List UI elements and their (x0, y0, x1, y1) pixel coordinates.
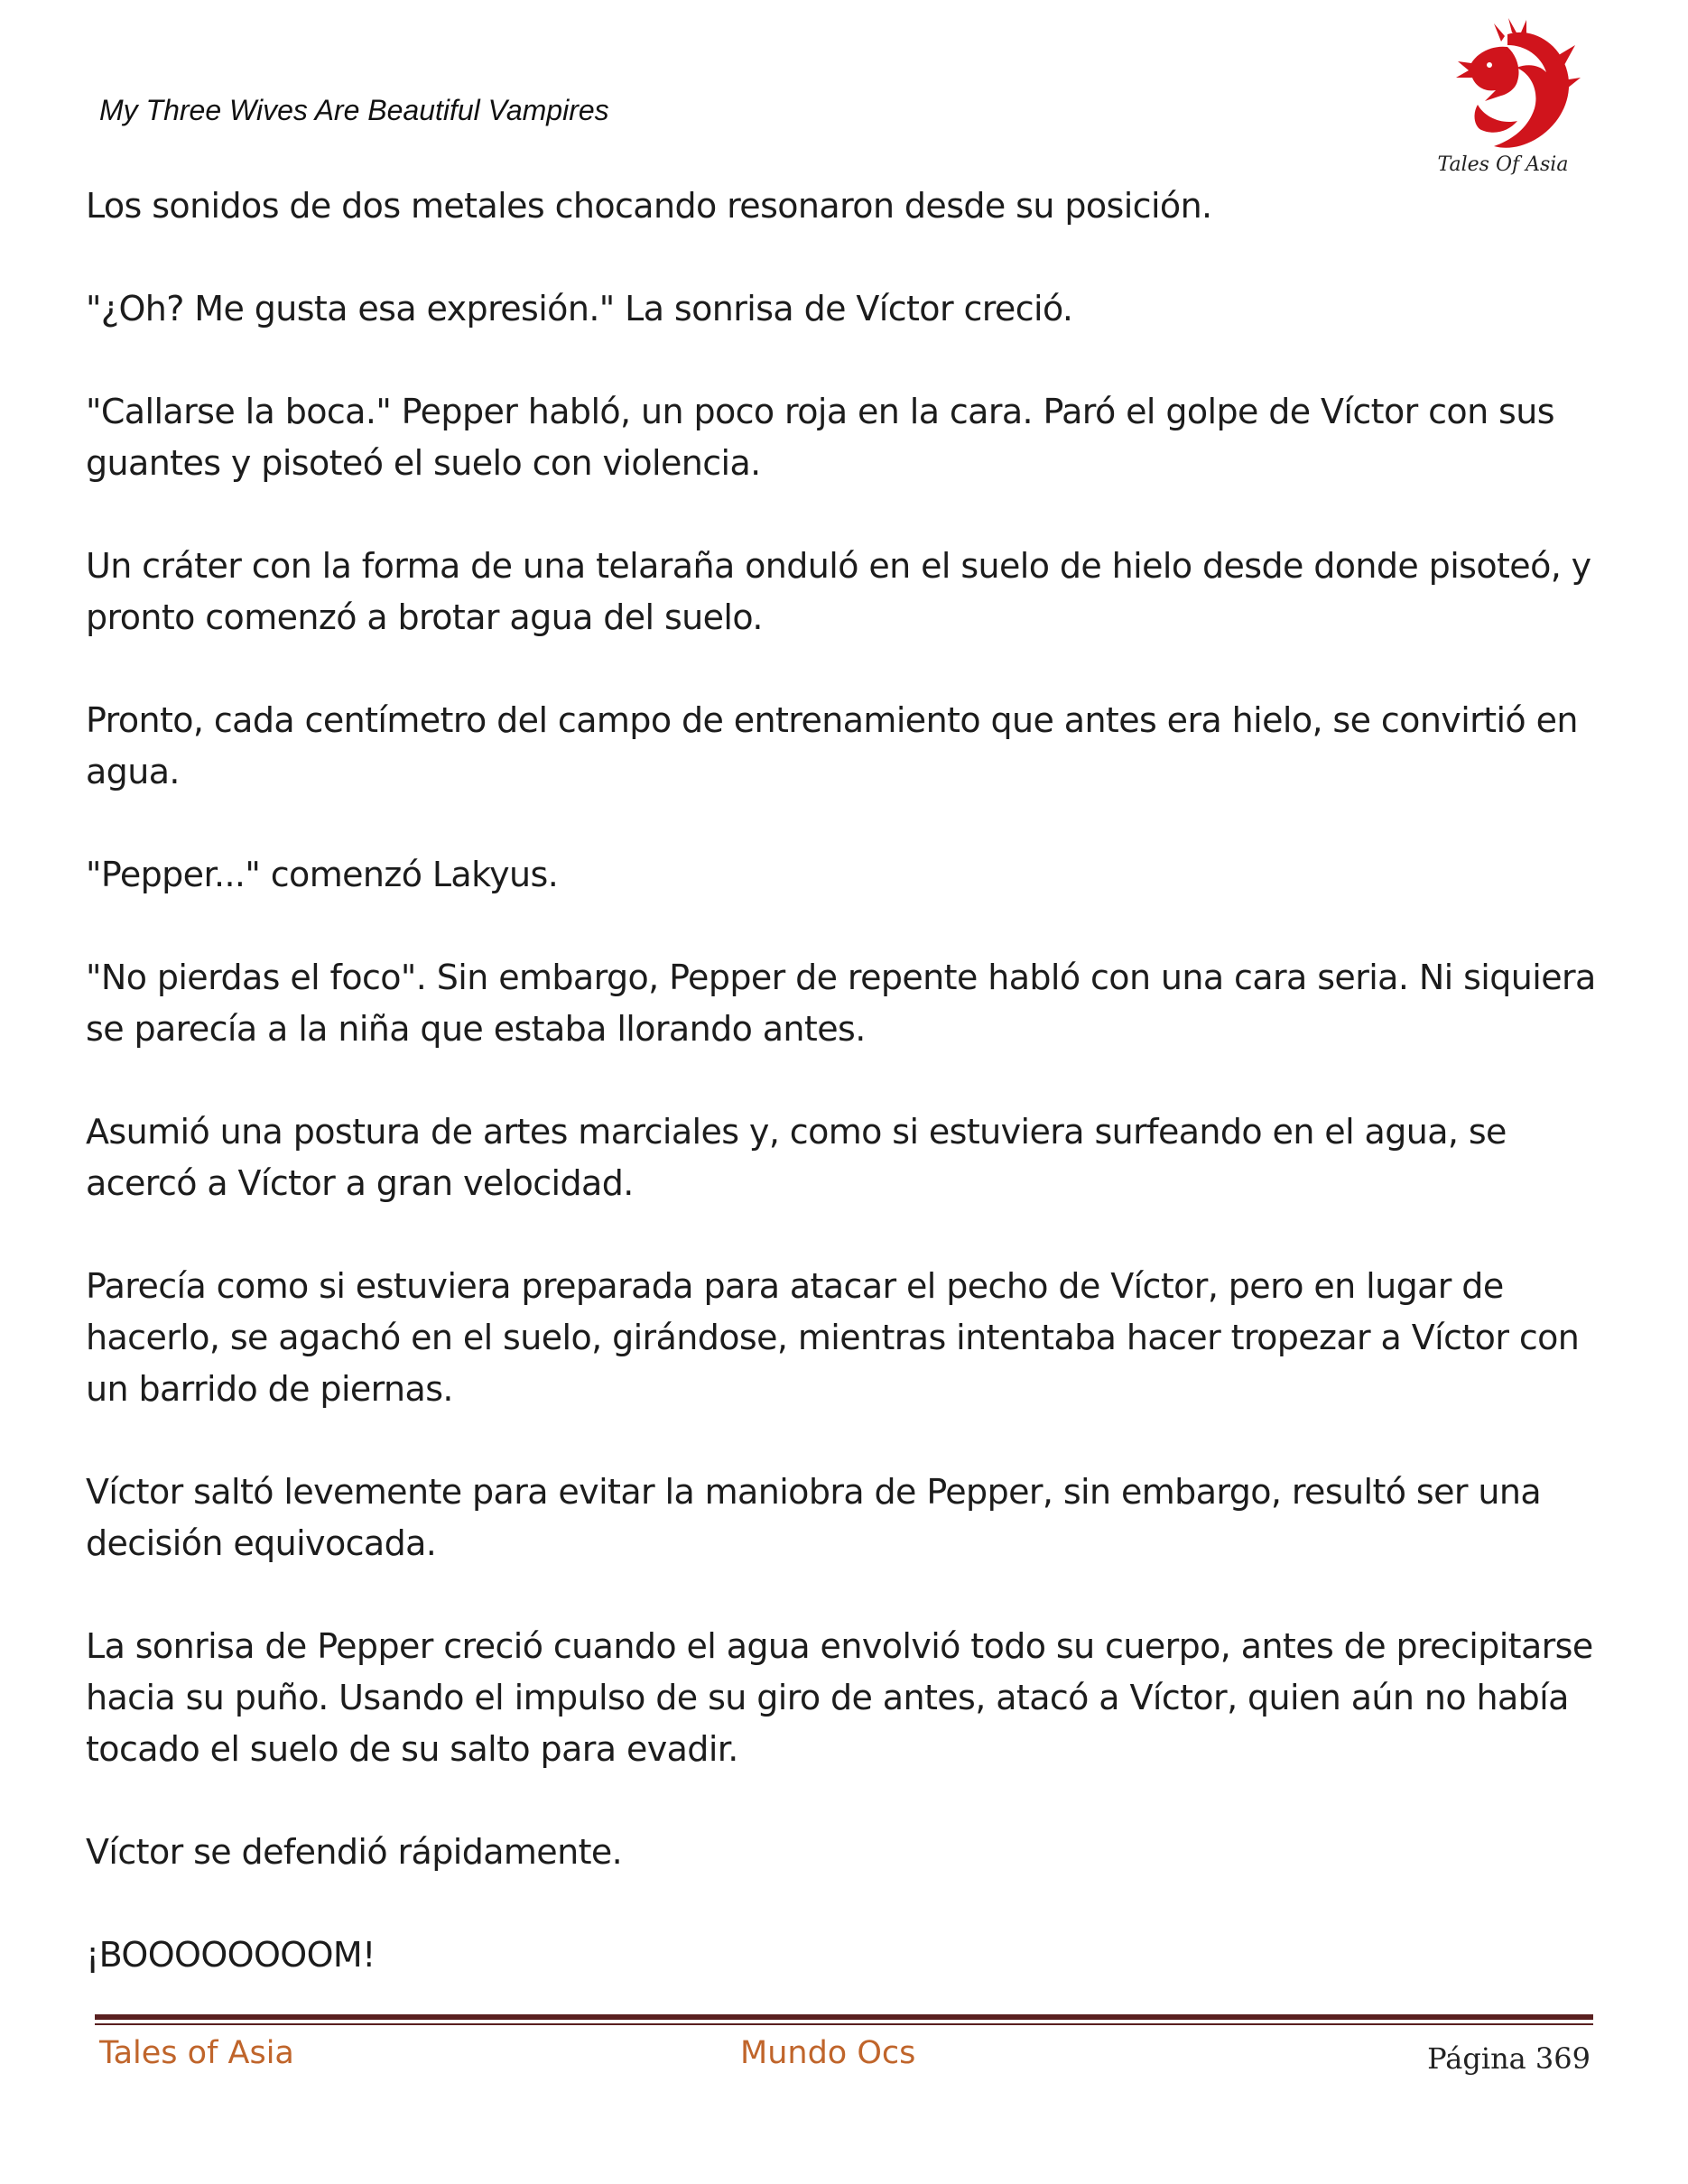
paragraph: Víctor saltó levemente para evitar la maniobra de Pepper, sin embargo, resultó ser una decisión equivocada. (86, 1472, 1542, 1563)
paragraph: Asumió una postura de artes marciales y, como si estuviera surfeando en el agua, se acercó a Víctor a gran velocidad. (86, 1112, 1507, 1203)
paragraph: "Pepper..." comenzó Lakyus. (86, 855, 559, 894)
book-title: My Three Wives Are Beautiful Vampires (99, 94, 609, 126)
paragraph: Víctor se defendió rápidamente. (86, 1832, 623, 1872)
paragraph: ¡BOOOOOOOOM! (86, 1935, 376, 1975)
paragraph: "¿Oh? Me gusta esa expresión." La sonrisa de Víctor creció. (86, 289, 1073, 329)
footer-divider-thin (95, 2023, 1593, 2025)
paragraph: Pronto, cada centímetro del campo de entrenamiento que antes era hielo, se convirtió en agua. (86, 700, 1578, 791)
paragraph: Un cráter con la forma de una telaraña onduló en el suelo de hielo desde donde pisoteó, y pronto comenzó a brotar agua del suelo. (86, 546, 1591, 637)
red-dragon-icon (1422, 18, 1584, 162)
paragraph: Parecía como si estuviera preparada para atacar el pecho de Víctor, pero en lugar de hacerlo, se agachó en el suelo, girándose, mientras intentaba hacer tropezar a Víctor con un barrido de piernas. (86, 1266, 1580, 1409)
page-number: Página 369 (1427, 2041, 1591, 2076)
chapter-body (86, 180, 1611, 2032)
paragraph: "No pierdas el foco". Sin embargo, Pepper de repente habló con una cara seria. Ni siquiera se parecía a la niña que estaba llorando antes. (86, 958, 1596, 1049)
logo-text: Tales Of Asia (1437, 153, 1569, 176)
tales-of-asia-logo (1422, 18, 1584, 180)
footer-divider (95, 2014, 1593, 2020)
paragraph: "Callarse la boca." Pepper habló, un poco roja en la cara. Paró el golpe de Víctor con sus guantes y pisoteó el suelo con violencia. (86, 392, 1554, 483)
footer-publisher: Tales of Asia (99, 2035, 294, 2071)
footer-section: Mundo Ocs (740, 2035, 916, 2071)
paragraph: Los sonidos de dos metales chocando resonaron desde su posición. (86, 186, 1212, 226)
paragraph: La sonrisa de Pepper creció cuando el agua envolvió todo su cuerpo, antes de precipitarse hacia su puño. Usando el impulso de su giro de antes, atacó a Víctor, quien aún no había tocado el suelo de su salto para evadir. (86, 1626, 1593, 1769)
